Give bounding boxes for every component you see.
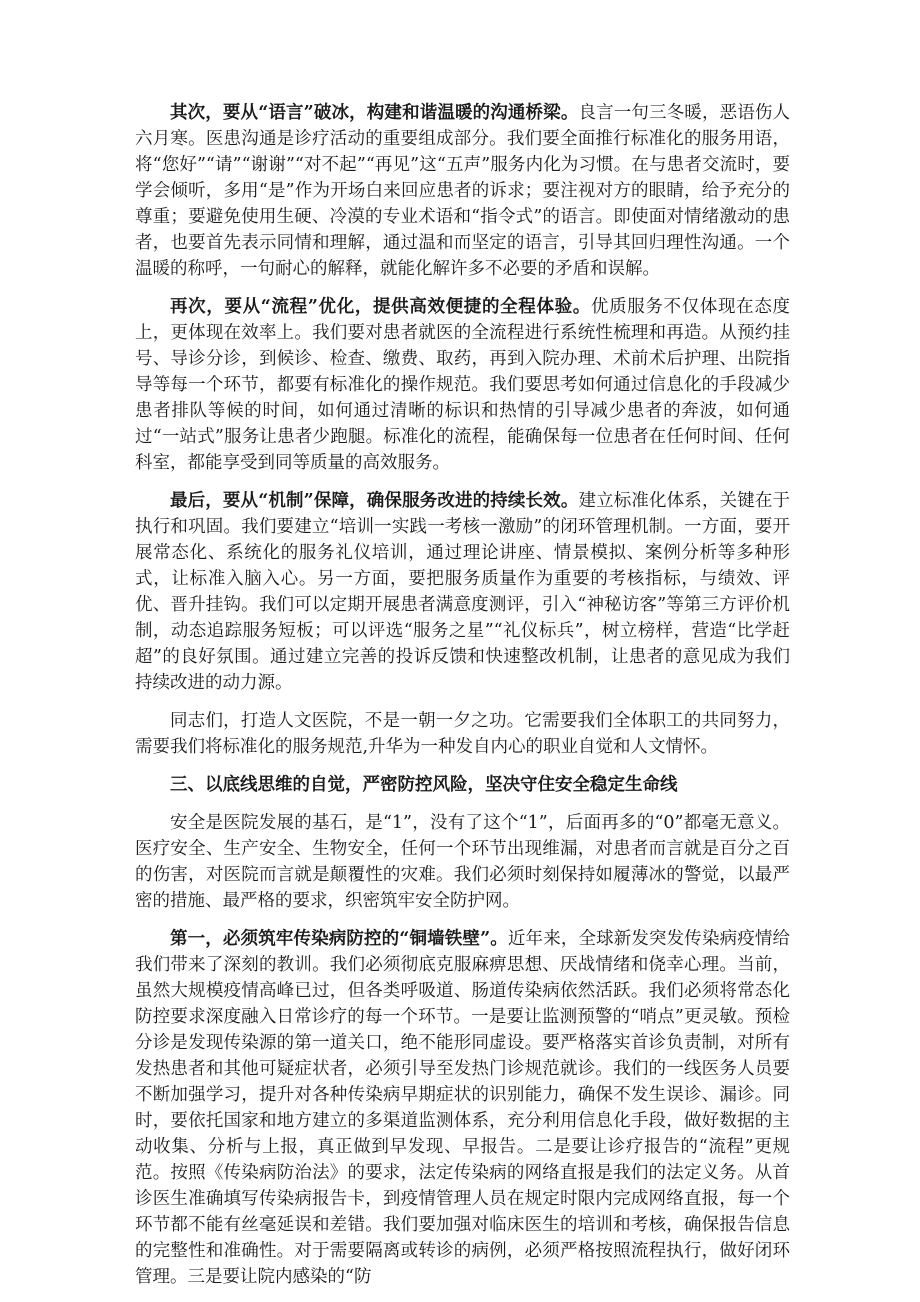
paragraph-lead: 第一，必须筑牢传染病防控的“铜墙铁壁”。 [170,929,508,949]
paragraph-infection-control [135,926,790,1290]
paragraph-comrades [135,708,790,760]
paragraph-lead: 再次，要从“流程”优化，提供高效便捷的全程体验。 [170,297,591,317]
paragraph-body: 良言一句三冬暖，恶语伤人六月寒。医患沟通是诊疗活动的重要组成部分。我们要全面推行标准化的服务用语，将“您好”“请”“谢谢”“对不起”“再见”这“五声”服务内化为习惯。在与患者交流时，要学会倾听，多用“是”作为开场白来回应患者的诉求；要注视对方的眼睛，给予充分的尊重；要避免使用生硬、冷漠的专业术语和“指令式”的语言。即使面对情绪激动的患者，也要首先表示同情和理解，通过温和而坚定的语言，引导其回归理性沟通。一个温暖的称呼，一句耐心的解释，就能化解许多不必要的矛盾和误解。 [135,103,790,279]
paragraph-body: 优质服务不仅体现在态度上，更体现在效率上。我们要对患者就医的全流程进行系统性梳理和再造。从预约挂号、导诊分诊，到候诊、检查、缴费、取药，再到入院办理、术前术后护理、出院指导等每一个环节，都要有标准化的操作规范。我们要思考如何通过信息化的手段减少患者排队等候的时间，如何通过清晰的标识和热情的引导减少患者的奔波，如何通过“一站式”服务让患者少跑腿。标准化的流程，能确保每一位患者在任何时间、任何科室，都能享受到同等质量的高效服务。 [135,297,790,473]
paragraph-body: 近年来，全球新发突发传染病疫情给我们带来了深刻的教训。我们必须彻底克服麻痹思想、厌战情绪和侥幸心理。当前，虽然大规模疫情高峰已过，但各类呼吸道、肠道传染病依然活跃。我们必须将常态化防控要求深度融入日常诊疗的每一个环节。一是要让监测预警的“哨点”更灵敏。预检分诊是发现传染源的第一道关口，绝不能形同虚设。要严格落实首诊负责制，对所有发热患者和其他可疑症状者，必须引导至发热门诊规范就诊。我们的一线医务人员要不断加强学习，提升对各种传染病早期症状的识别能力，确保不发生误诊、漏诊。同时，要依托国家和地方建立的多渠道监测体系，充分利用信息化手段，做好数据的主动收集、分析与上报，真正做到早发现、早报告。二是要让诊疗报告的“流程”更规范。按照《传染病防治法》的要求，法定传染病的网络直报是我们的法定义务。从首诊医生准确填写传染病报告卡，到疫情管理人员在规定时限内完成网络直报，每一个环节都不能有丝毫延误和差错。我们要加强对临床医生的培训和考核，确保报告信息的完整性和准确性。对于需要隔离或转诊的病例，必须严格按照流程执行，做好闭环管理。三是要让院内感染的“防 [135,929,791,1287]
section-heading: 三、以底线思维的自觉，严密防控风险，坚决守住安全稳定生命线 [170,775,678,795]
paragraph-lead: 最后，要从“机制”保障，确保服务改进的持续长效。 [170,491,579,511]
paragraph-body: 同志们，打造人文医院，不是一朝一夕之功。它需要我们全体职工的共同努力，需要我们将标准化的服务规范,升华为一种发自内心的职业自觉和人文情怀。 [135,711,790,757]
paragraph-safety [135,810,790,914]
document-page [135,100,790,1302]
paragraph-language [135,100,790,282]
paragraph-process [135,294,790,476]
paragraph-mechanism [135,488,790,696]
paragraph-lead: 其次，要从“语言”破冰，构建和谐温暖的沟通桥梁。 [170,103,579,123]
paragraph-body: 建立标准化体系，关键在于执行和巩固。我们要建立“培训一实践一考核一激励”的闭环管理机制。一方面，要开展常态化、系统化的服务礼仪培训，通过理论讲座、情景模拟、案例分析等多种形式，让标准入脑入心。另一方面，要把服务质量作为重要的考核指标，与绩效、评优、晋升挂钩。我们可以定期开展患者满意度测评，引入“神秘访客”等第三方评价机制，动态追踪服务短板；可以评选“服务之星”“礼仪标兵”，树立榜样，营造“比学赶超”的良好氛围。通过建立完善的投诉反馈和快速整改机制，让患者的意见成为我们持续改进的动力源。 [135,491,790,693]
paragraph-body: 安全是医院发展的基石，是“1”，没有了这个“1”，后面再多的“0”都毫无意义。医疗安全、生产安全、生物安全，任何一个环节出现维漏，对患者而言就是百分之百的伤害，对医院而言就是颠覆性的灾难。我们必须时刻保持如履薄冰的警觉，以最严密的措施、最严格的要求，织密筑牢安全防护网。 [135,813,790,911]
